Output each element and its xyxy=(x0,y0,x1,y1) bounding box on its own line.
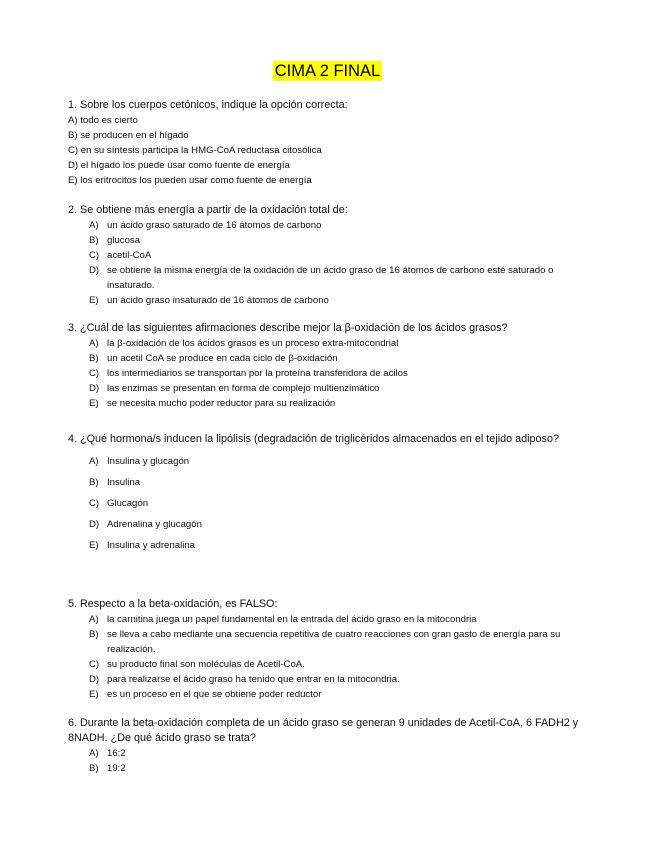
option-letter: C) xyxy=(89,250,100,261)
option-e xyxy=(68,535,588,556)
option-text: para realizarse el ácido graso ha tenido que entrar en la mitocondria. xyxy=(107,674,400,685)
option-text: un acetil CoA se produce en cada ciclo de β-oxidación xyxy=(107,353,338,364)
option-a xyxy=(68,336,588,351)
option-c xyxy=(68,493,588,514)
option-letter: A) xyxy=(89,456,99,467)
option-text: 19:2 xyxy=(107,763,126,774)
question-stem: 6. Durante la beta-oxidación completa de un ácido graso se generan 9 unidades de Acetil-CoA, 6 FADH2 y 8NADH. ¿De qué ácido graso se trata? xyxy=(68,717,579,744)
page-title: CIMA 2 FINAL xyxy=(274,62,381,80)
option-text: un ácido graso saturado de 16 átomos de carbono xyxy=(107,220,322,231)
question-stem: 3. ¿Cuál de las siguientes afirmaciones describe mejor la β-oxidación de los ácidos grasos? xyxy=(68,322,508,334)
question-stem: 4. ¿Qué hormona/s inducen la lipólisis (degradación de triglicéridos almacenados en el tejido adiposo? xyxy=(68,433,559,445)
option-d xyxy=(68,672,588,687)
option-a: A) todo es cierto xyxy=(68,115,138,126)
option-letter: D) xyxy=(89,519,100,530)
option-text: Insulina y glucagón xyxy=(107,456,190,467)
option-text: Insulina y adrenalina xyxy=(107,540,196,551)
option-text: Glucagón xyxy=(107,498,149,509)
question-6 xyxy=(68,716,588,776)
option-text: se necesita mucho poder reductor para su realización xyxy=(107,398,336,409)
option-letter: E) xyxy=(89,295,99,306)
question-stem: 5. Respecto a la beta-oxidación, es FALSO: xyxy=(68,598,278,610)
option-text: un ácido graso insaturado de 16 átomos de carbono xyxy=(107,295,329,306)
option-text: se lleva a cabo mediante una secuencia repetitiva de cuatro reacciones con gran gasto de energía para su realización. xyxy=(107,629,561,655)
question-1 xyxy=(68,98,588,188)
option-text: su producto final son moléculas de Acetil-CoA. xyxy=(107,659,305,670)
option-letter: B) xyxy=(89,353,99,364)
question-4 xyxy=(68,428,588,556)
option-text: las enzimas se presentan en forma de complejo multienzimático xyxy=(107,383,380,394)
option-letter: A) xyxy=(89,338,99,349)
question-2 xyxy=(68,203,588,308)
option-text: los intermediarios se transportan por la proteína transferidora de acilos xyxy=(107,368,408,379)
option-b xyxy=(68,472,588,493)
option-a xyxy=(68,746,588,761)
option-text: la β-oxidación de los ácidos grasos es un proceso extra-mitocondrial xyxy=(107,338,399,349)
option-d xyxy=(68,381,588,396)
option-b xyxy=(68,627,588,657)
option-text: 16:2 xyxy=(107,748,126,759)
option-e xyxy=(68,396,588,411)
option-b xyxy=(68,761,588,776)
question-stem: 2. Se obtiene más energía a partir de la oxidación total de: xyxy=(68,204,348,216)
option-letter: C) xyxy=(89,659,100,670)
option-e: E) los eritrocitos los pueden usar como fuente de energía xyxy=(68,175,312,186)
option-c: C) en su síntesis participa la HMG-CoA reductasa citosólica xyxy=(68,145,322,156)
option-b: B) se producen en el hígado xyxy=(68,130,189,141)
option-a xyxy=(68,612,588,627)
option-letter: E) xyxy=(89,689,99,700)
option-letter: C) xyxy=(89,498,100,509)
option-letter: B) xyxy=(89,763,99,774)
option-b xyxy=(68,351,588,366)
option-text: la carnitina juega un papel fundamental en la entrada del ácido graso en la mitocondria xyxy=(107,614,477,625)
option-text: glucosa xyxy=(107,235,141,246)
option-letter: A) xyxy=(89,748,99,759)
option-letter: A) xyxy=(89,614,99,625)
option-letter: C) xyxy=(89,368,100,379)
question-3 xyxy=(68,321,588,411)
option-text: acetil-CoA xyxy=(107,250,152,261)
option-a xyxy=(68,451,588,472)
option-b xyxy=(68,233,588,248)
page-title-wrap xyxy=(0,62,655,81)
option-letter: B) xyxy=(89,235,99,246)
question-stem: 1. Sobre los cuerpos cetónicos, indique la opción correcta: xyxy=(68,99,348,111)
option-letter: D) xyxy=(89,383,100,394)
option-text: Insulina xyxy=(107,477,141,488)
option-letter: A) xyxy=(89,220,99,231)
option-letter: D) xyxy=(89,674,100,685)
option-c xyxy=(68,657,588,672)
option-d: D) el hígado los puede usar como fuente de energía xyxy=(68,160,290,171)
option-e xyxy=(68,293,588,308)
option-c xyxy=(68,248,588,263)
option-letter: B) xyxy=(89,629,99,640)
option-text: se obtiene la misma energía de la oxidación de un ácido graso de 16 átomos de carbono esté saturado o insaturado. xyxy=(107,265,554,291)
option-text: Adrenalina y glucagón xyxy=(107,519,202,530)
option-a xyxy=(68,218,588,233)
option-letter: E) xyxy=(89,398,99,409)
option-text: es un proceso en el que se obtiene poder reductor xyxy=(107,689,322,700)
option-letter: E) xyxy=(89,540,99,551)
option-e xyxy=(68,687,588,702)
option-letter: B) xyxy=(89,477,99,488)
option-c xyxy=(68,366,588,381)
option-d xyxy=(68,263,588,293)
option-letter: D) xyxy=(89,265,100,276)
question-5 xyxy=(68,597,588,702)
option-d xyxy=(68,514,588,535)
